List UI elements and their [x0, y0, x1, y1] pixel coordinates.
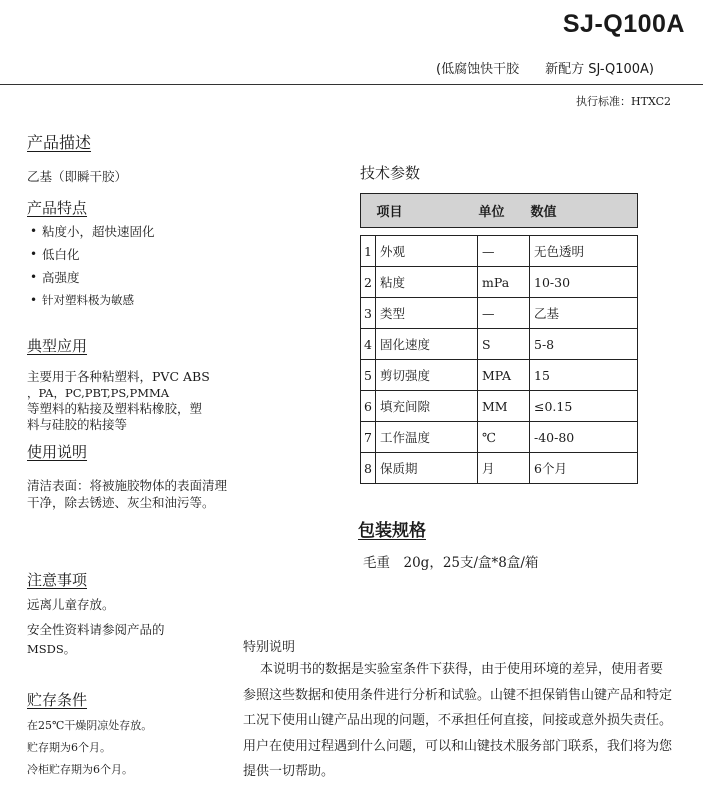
product-subtitle: (低腐蚀快干胶 新配方 SJ-Q100A)	[436, 62, 655, 77]
applications-line: ，PA，PC,PBT,PS,PMMA	[27, 386, 170, 400]
table-row	[361, 267, 638, 298]
row-number: 7	[361, 422, 376, 453]
row-number: 8	[361, 453, 376, 484]
table-row	[361, 236, 638, 267]
standard-label: 执行标准：HTXC2	[576, 95, 671, 108]
row-value: 5-8	[530, 329, 638, 360]
table-row	[361, 360, 638, 391]
row-value: 15	[530, 360, 638, 391]
specs-heading: 技术参数	[360, 164, 421, 182]
row-item: 外观	[376, 236, 478, 267]
applications-line: 主要用于各种粘塑料，PVC ABS	[27, 369, 210, 384]
row-item: 保质期	[376, 453, 478, 484]
row-value: 10-30	[530, 267, 638, 298]
row-item: 工作温度	[376, 422, 478, 453]
usage-line: 干净，除去锈迹、灰尘和油污等。	[27, 495, 215, 510]
column-header-unit: 单位	[478, 194, 530, 228]
disclaimer-heading: 特别说明	[243, 640, 296, 655]
features-list	[30, 220, 155, 312]
applications-text	[27, 369, 247, 433]
row-number: 3	[361, 298, 376, 329]
column-header-item: 项目	[376, 194, 478, 228]
notes-line: MSDS。	[27, 642, 76, 656]
table-row	[361, 391, 638, 422]
row-value: 无色透明	[530, 236, 638, 267]
description-text: 乙基（即瞬干胶）	[27, 169, 128, 184]
row-unit: —	[478, 298, 530, 329]
usage-text	[27, 477, 257, 511]
row-unit: ℃	[478, 422, 530, 453]
storage-line: 冷柜贮存期为6个月。	[27, 763, 133, 776]
row-item: 填充间隙	[376, 391, 478, 422]
storage-heading: 贮存条件	[27, 691, 88, 709]
usage-line: 清洁表面：将被施胶物体的表面清理	[27, 478, 228, 493]
row-item: 类型	[376, 298, 478, 329]
list-item: • 高强度	[30, 266, 155, 289]
list-item: • 粘度小，超快速固化	[30, 220, 155, 243]
row-value: 乙基	[530, 298, 638, 329]
row-unit: MM	[478, 391, 530, 422]
product-model-title: SJ-Q100A	[562, 10, 685, 38]
storage-line: 贮存期为6个月。	[27, 741, 111, 754]
description-heading: 产品描述	[27, 133, 92, 152]
row-number: 6	[361, 391, 376, 422]
list-item: • 针对塑料极为敏感	[30, 289, 155, 312]
row-unit: —	[478, 236, 530, 267]
usage-heading: 使用说明	[27, 443, 88, 461]
header-divider	[0, 84, 703, 85]
applications-heading: 典型应用	[27, 337, 88, 355]
list-item: • 低白化	[30, 243, 155, 266]
applications-line: 料与硅胶的粘接等	[27, 417, 128, 432]
row-unit: S	[478, 329, 530, 360]
row-number: 5	[361, 360, 376, 391]
notes-line: 安全性资料请参阅产品的	[27, 622, 165, 637]
disclaimer-body: 本说明书的数据是实验室条件下获得，由于使用环境的差异，使用者要参照这些数据和使用条件进行分析和试验。山键不担保销售山键产品和特定工况下使用山键产品出现的问题，不承担任何直接，间接或意外损失责任。用户在使用过程遇到什么问题，可以和山键技术服务部门联系，我们将为您提供一切帮助。	[243, 662, 673, 779]
notes-line: 远离儿童存放。	[27, 597, 115, 612]
features-heading: 产品特点	[27, 199, 88, 217]
table-row	[361, 329, 638, 360]
row-item: 固化速度	[376, 329, 478, 360]
row-item: 粘度	[376, 267, 478, 298]
table-row	[361, 422, 638, 453]
packaging-heading: 包装规格	[358, 521, 426, 541]
row-unit: 月	[478, 453, 530, 484]
packaging-text: 毛重 20g，25支/盒*8盒/箱	[363, 555, 539, 571]
row-number: 1	[361, 236, 376, 267]
column-header-value: 数值	[530, 194, 638, 228]
specs-table	[360, 193, 638, 484]
row-number: 2	[361, 267, 376, 298]
notes-heading: 注意事项	[27, 571, 88, 589]
row-value: ≤0.15	[530, 391, 638, 422]
column-header-no	[361, 194, 376, 228]
applications-line: 等塑料的粘接及塑料粘橡胶，塑	[27, 401, 203, 416]
table-row	[361, 298, 638, 329]
row-unit: mPa	[478, 267, 530, 298]
row-unit: MPA	[478, 360, 530, 391]
specs-header-row	[361, 194, 638, 228]
row-value: 6个月	[530, 453, 638, 484]
row-value: -40-80	[530, 422, 638, 453]
storage-line: 在25℃干燥阴凉处存放。	[27, 719, 153, 732]
row-item: 剪切强度	[376, 360, 478, 391]
row-number: 4	[361, 329, 376, 360]
table-row	[361, 453, 638, 484]
